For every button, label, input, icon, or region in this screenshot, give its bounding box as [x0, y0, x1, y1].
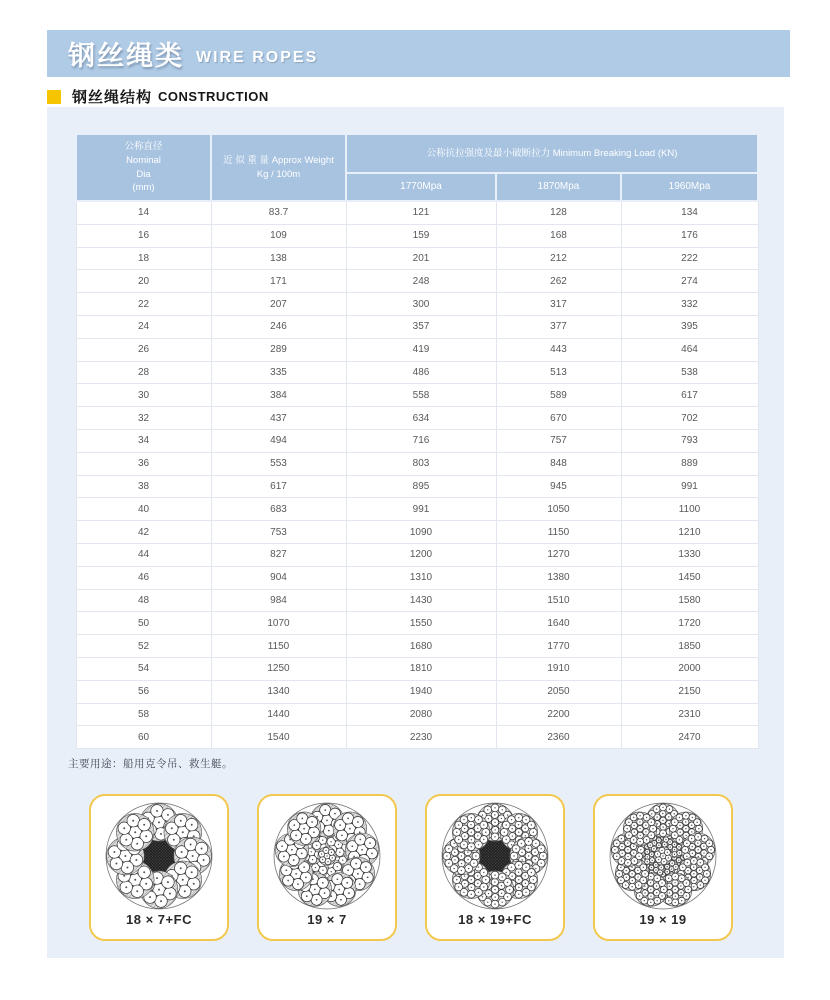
- table-row: [76, 566, 758, 589]
- table-row: [76, 521, 758, 544]
- table-cell: 2310: [621, 703, 758, 726]
- table-row: [76, 475, 758, 498]
- section-heading-en: CONSTRUCTION: [158, 89, 269, 104]
- rope-cross-section: [272, 801, 382, 911]
- table-header: [76, 134, 758, 201]
- section-heading-zh: 钢丝绳结构: [72, 89, 153, 106]
- table-cell: 1440: [211, 703, 346, 726]
- table-row: [76, 293, 758, 316]
- table-cell: 44: [76, 543, 211, 566]
- rope-card: [89, 794, 229, 941]
- header-line: Kg / 100m: [256, 168, 301, 180]
- table-cell: 171: [211, 270, 346, 293]
- table-cell: 207: [211, 293, 346, 316]
- table-cell: 945: [496, 475, 621, 498]
- header-line: (mm): [132, 182, 155, 194]
- table-cell: 384: [211, 384, 346, 407]
- table-row: [76, 429, 758, 452]
- header-grade-1960: 1960Mpa: [621, 173, 758, 201]
- table-cell: 753: [211, 521, 346, 544]
- table-cell: 793: [621, 429, 758, 452]
- table-row: [76, 589, 758, 612]
- table-cell: 437: [211, 407, 346, 430]
- table-cell: 60: [76, 726, 211, 749]
- rope-card: [425, 794, 565, 941]
- table-cell: 634: [346, 407, 496, 430]
- header-breaking-load: 公称抗拉强度及最小破断拉力 Minimum Breaking Load (KN): [346, 134, 758, 173]
- table-cell: 201: [346, 247, 496, 270]
- table-cell: 2000: [621, 657, 758, 680]
- table-cell: 558: [346, 384, 496, 407]
- table-cell: 617: [621, 384, 758, 407]
- table-cell: 121: [346, 201, 496, 224]
- table-row: [76, 680, 758, 703]
- table-row: [76, 224, 758, 247]
- table-cell: 50: [76, 612, 211, 635]
- rope-card-label: 19 × 7: [307, 912, 347, 927]
- table-cell: 22: [76, 293, 211, 316]
- table-cell: 494: [211, 429, 346, 452]
- table-row: [76, 612, 758, 635]
- table-cell: 2200: [496, 703, 621, 726]
- table-cell: 134: [621, 201, 758, 224]
- header-line: 公称直径: [124, 140, 163, 152]
- table-cell: 42: [76, 521, 211, 544]
- header-nominal-dia: [76, 134, 211, 201]
- table-row: [76, 247, 758, 270]
- table-cell: 20: [76, 270, 211, 293]
- table-cell: 2150: [621, 680, 758, 703]
- table-cell: 1720: [621, 612, 758, 635]
- rope-card: [593, 794, 733, 941]
- table-cell: 14: [76, 201, 211, 224]
- table-cell: 1430: [346, 589, 496, 612]
- table-cell: 36: [76, 452, 211, 475]
- table-cell: 617: [211, 475, 346, 498]
- table-cell: 757: [496, 429, 621, 452]
- rope-card: [257, 794, 397, 941]
- table-cell: 40: [76, 498, 211, 521]
- table-cell: 28: [76, 361, 211, 384]
- table-cell: 138: [211, 247, 346, 270]
- table-cell: 83.7: [211, 201, 346, 224]
- table-cell: 289: [211, 338, 346, 361]
- table-cell: 317: [496, 293, 621, 316]
- table-cell: 991: [621, 475, 758, 498]
- table-row: [76, 201, 758, 224]
- table-cell: 1090: [346, 521, 496, 544]
- table-cell: 904: [211, 566, 346, 589]
- table-cell: 1510: [496, 589, 621, 612]
- table-cell: 18: [76, 247, 211, 270]
- table-row: [76, 270, 758, 293]
- table-cell: 670: [496, 407, 621, 430]
- table-cell: 332: [621, 293, 758, 316]
- table-row: [76, 543, 758, 566]
- table-cell: 54: [76, 657, 211, 680]
- table-cell: 46: [76, 566, 211, 589]
- table-row: [76, 315, 758, 338]
- table-cell: 1340: [211, 680, 346, 703]
- table-cell: 1380: [496, 566, 621, 589]
- header-approx-weight: [211, 134, 346, 201]
- table-cell: 848: [496, 452, 621, 475]
- section-heading: [47, 86, 269, 107]
- table-cell: 1050: [496, 498, 621, 521]
- table-cell: 1150: [496, 521, 621, 544]
- table-cell: 1450: [621, 566, 758, 589]
- table-cell: 1540: [211, 726, 346, 749]
- table-cell: 176: [621, 224, 758, 247]
- table-row: [76, 361, 758, 384]
- table-cell: 1850: [621, 635, 758, 658]
- table-cell: 335: [211, 361, 346, 384]
- table-cell: 1550: [346, 612, 496, 635]
- rope-cross-section: [440, 801, 550, 911]
- table-cell: 1810: [346, 657, 496, 680]
- table-row: [76, 703, 758, 726]
- table-cell: 683: [211, 498, 346, 521]
- table-cell: 1770: [496, 635, 621, 658]
- table-row: [76, 452, 758, 475]
- rope-cross-section: [104, 801, 214, 911]
- table-row: [76, 384, 758, 407]
- table-cell: 2360: [496, 726, 621, 749]
- table-cell: 486: [346, 361, 496, 384]
- table-cell: 2470: [621, 726, 758, 749]
- header-line: 近 似 重 量 Approx Weight: [223, 154, 334, 166]
- table-cell: 24: [76, 315, 211, 338]
- table-cell: 553: [211, 452, 346, 475]
- table-cell: 48: [76, 589, 211, 612]
- table-cell: 212: [496, 247, 621, 270]
- table-cell: 109: [211, 224, 346, 247]
- page-title-zh: 钢丝绳类: [68, 41, 184, 71]
- table-cell: 589: [496, 384, 621, 407]
- table-cell: 128: [496, 201, 621, 224]
- table-cell: 513: [496, 361, 621, 384]
- table-cell: 1100: [621, 498, 758, 521]
- table-cell: 991: [346, 498, 496, 521]
- table-row: [76, 338, 758, 361]
- table-cell: 300: [346, 293, 496, 316]
- rope-card-label: 19 × 19: [639, 912, 687, 927]
- table-cell: 246: [211, 315, 346, 338]
- table-cell: 32: [76, 407, 211, 430]
- rope-card-label: 18 × 19+FC: [458, 912, 532, 927]
- table-cell: 357: [346, 315, 496, 338]
- header-line: Dia: [136, 168, 151, 180]
- table-row: [76, 726, 758, 749]
- table-cell: 716: [346, 429, 496, 452]
- table-cell: 1940: [346, 680, 496, 703]
- table-cell: 419: [346, 338, 496, 361]
- table-cell: 1150: [211, 635, 346, 658]
- yellow-bullet-icon: [47, 90, 61, 104]
- rope-cross-section: [608, 801, 718, 911]
- table-cell: 538: [621, 361, 758, 384]
- table-cell: 827: [211, 543, 346, 566]
- spec-table: [75, 133, 759, 749]
- table-cell: 38: [76, 475, 211, 498]
- table-cell: 2050: [496, 680, 621, 703]
- table-cell: 1070: [211, 612, 346, 635]
- table-cell: 464: [621, 338, 758, 361]
- table-cell: 1640: [496, 612, 621, 635]
- table-cell: 1330: [621, 543, 758, 566]
- table-cell: 52: [76, 635, 211, 658]
- table-cell: 58: [76, 703, 211, 726]
- table-cell: 2080: [346, 703, 496, 726]
- table-cell: 443: [496, 338, 621, 361]
- table-cell: 26: [76, 338, 211, 361]
- rope-cards: [89, 794, 733, 941]
- table-cell: 159: [346, 224, 496, 247]
- table-row: [76, 657, 758, 680]
- table-cell: 222: [621, 247, 758, 270]
- table-cell: 274: [621, 270, 758, 293]
- table-cell: 377: [496, 315, 621, 338]
- table-cell: 16: [76, 224, 211, 247]
- table-row: [76, 407, 758, 430]
- table-row: [76, 635, 758, 658]
- table-cell: 395: [621, 315, 758, 338]
- table-cell: 1580: [621, 589, 758, 612]
- table-cell: 1310: [346, 566, 496, 589]
- table-cell: 34: [76, 429, 211, 452]
- table-cell: 1270: [496, 543, 621, 566]
- table-cell: 984: [211, 589, 346, 612]
- table-cell: 803: [346, 452, 496, 475]
- table-body: [76, 201, 758, 749]
- usage-note: 主要用途：船用克令吊、救生艇。: [68, 758, 233, 770]
- rope-card-label: 18 × 7+FC: [126, 912, 192, 927]
- table-cell: 2230: [346, 726, 496, 749]
- table-row: [76, 498, 758, 521]
- header-grade-1770: 1770Mpa: [346, 173, 496, 201]
- table-cell: 1250: [211, 657, 346, 680]
- table-cell: 1680: [346, 635, 496, 658]
- table-cell: 702: [621, 407, 758, 430]
- table-cell: 262: [496, 270, 621, 293]
- page-title-en: WIRE ROPES: [196, 48, 319, 66]
- table-cell: 30: [76, 384, 211, 407]
- table-cell: 248: [346, 270, 496, 293]
- table-cell: 1210: [621, 521, 758, 544]
- table-cell: 1910: [496, 657, 621, 680]
- table-cell: 56: [76, 680, 211, 703]
- header-grade-1870: 1870Mpa: [496, 173, 621, 201]
- table-cell: 1200: [346, 543, 496, 566]
- table-cell: 168: [496, 224, 621, 247]
- page-title-bar: [47, 30, 790, 77]
- header-line: Nominal: [126, 154, 161, 166]
- table-cell: 895: [346, 475, 496, 498]
- table-cell: 889: [621, 452, 758, 475]
